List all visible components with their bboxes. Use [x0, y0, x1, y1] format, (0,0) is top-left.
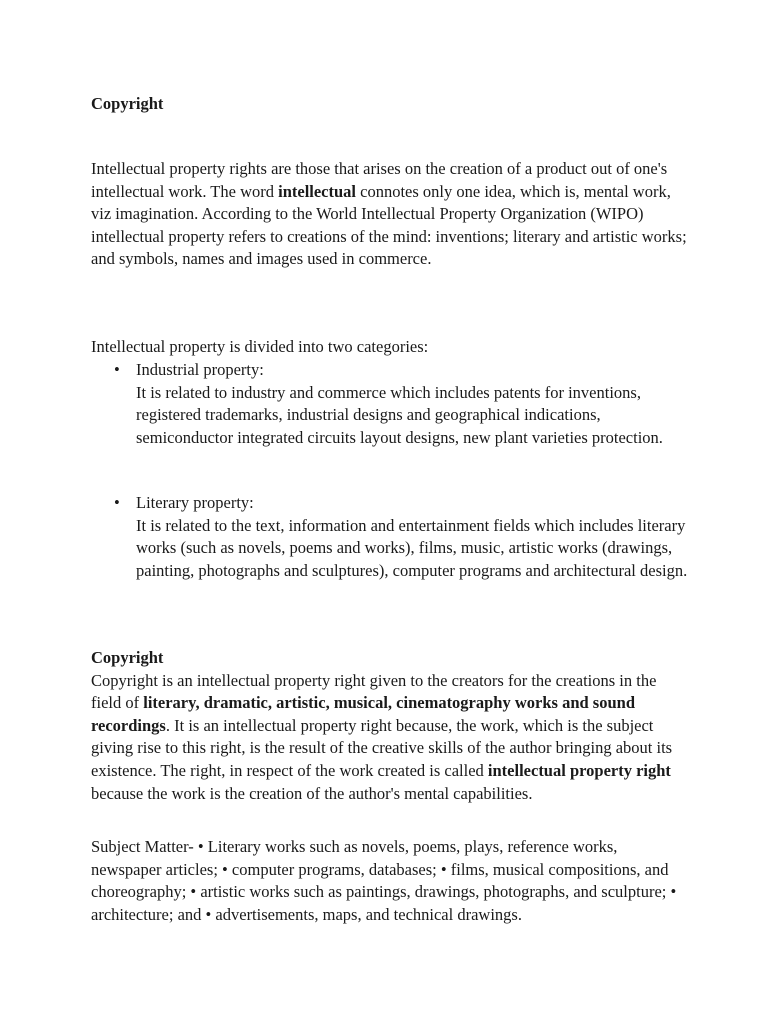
subject-matter-paragraph: Subject Matter- • Literary works such as novels, poems, plays, reference works, newspaper articles; • computer programs, databases; • films, musical compositions, and choreography; • artistic works such as paintings, drawings, photographs, and sculpture; • architecture; and • advertisements, maps, and technical drawings.: [91, 837, 677, 924]
category-list-industrial: [114, 359, 696, 449]
copyright-text-3: because the work is the creation of the author's mental capabilities.: [91, 783, 533, 803]
intro-paragraph: [91, 158, 691, 271]
copyright-bold-ipr: intellectual property right: [487, 760, 671, 780]
category-text-industrial: It is related to industry and commerce which includes patents for inventions, registered trademarks, industrial designs and geographical indications, semiconductor integrated circuits layout designs, new plant varieties protection.: [136, 382, 663, 447]
bullet-icon: •: [114, 360, 120, 379]
list-item: [114, 492, 696, 582]
list-item: [114, 359, 696, 449]
intro-text-2: connotes only one idea, which is, mental work, viz imagination. According to the World Intellectual Property Organization (WIPO) intellectual property refers to creations of the mind: inventions; literary and artistic works; and symbols, names and images used in commerce.: [91, 181, 687, 269]
copyright-text-2: . It is an intellectual property right because, the work, which is the subject giving rise to this right, is the result of the creative skills of the author bringing about its existence. The right, in respect of the work created is called: [91, 715, 673, 780]
categories-heading: Intellectual property is divided into two categories:: [91, 337, 429, 356]
category-list-literary: [114, 492, 696, 582]
copyright-heading: Copyright: [91, 648, 164, 667]
category-label-literary: Literary property:: [136, 493, 254, 512]
intro-bold-intellectual: intellectual: [278, 181, 357, 201]
copyright-bold-works: literary, dramatic, artistic, musical, cinematography works and sound recordings: [91, 693, 636, 735]
category-label-industrial: Industrial property:: [136, 360, 264, 379]
page-title: Copyright: [91, 94, 164, 113]
bullet-icon: •: [114, 493, 120, 512]
copyright-text-1: Copyright is an intellectual property right given to the creators for the creations in the field of: [91, 670, 657, 713]
category-text-literary: It is related to the text, information and entertainment fields which includes literary works (such as novels, poems and works), films, music, artistic works (drawings, painting, photographs and sculptures), computer programs and architectural design.: [136, 515, 688, 580]
copyright-section: [91, 647, 681, 805]
intro-text-1: Intellectual property rights are those that arises on the creation of a product out of one's intellectual work. The word: [91, 159, 668, 201]
